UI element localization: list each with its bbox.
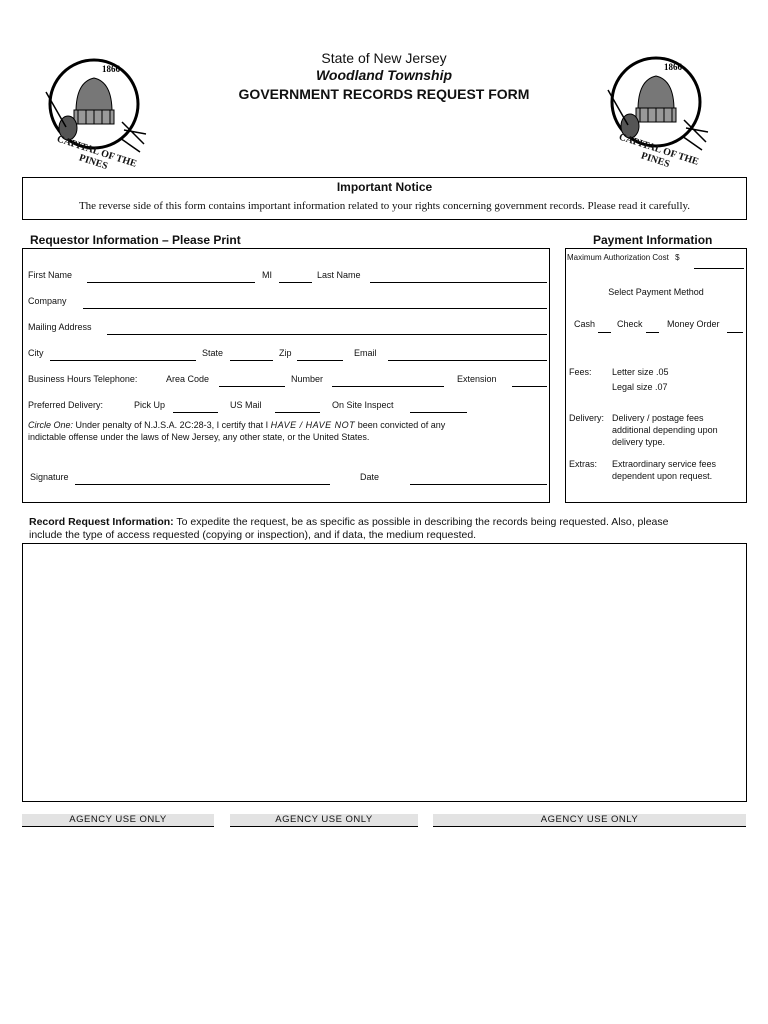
extension-label: Extension [457,374,497,384]
on-site-field[interactable] [410,412,467,413]
email-field[interactable] [388,360,547,361]
notice-title: Important Notice [336,180,433,194]
max-cost-label [567,253,680,262]
extras-text-1: Extraordinary service fees [612,459,717,469]
zip-label: Zip [279,348,292,358]
cash-field[interactable] [598,332,611,333]
payment-section-title: Payment Information [593,233,713,247]
seal-year-right: 1866 [664,62,682,72]
dollar-sign: $ [675,253,680,262]
check-label: Check [617,319,643,329]
seal-year-left: 1866 [102,64,120,74]
city-label: City [28,348,44,358]
certification-line-2: indictable offense under the laws of New Jersey, any other state, or the United States. [28,432,370,442]
us-mail-label: US Mail [230,400,262,410]
form-title: GOVERNMENT RECORDS REQUEST FORM [238,86,530,102]
extension-field[interactable] [512,386,547,387]
requestor-box [22,248,550,503]
max-cost-field[interactable] [694,268,744,269]
requestor-section-title: Requestor Information – Please Print [30,233,241,247]
last-name-field[interactable] [370,282,547,283]
have-have-not[interactable]: HAVE / HAVE NOT [270,420,356,430]
pick-up-label: Pick Up [134,400,166,410]
email-label: Email [354,348,377,358]
notice-box [22,177,747,220]
zip-field[interactable] [297,360,343,361]
company-label: Company [28,296,67,306]
pick-up-field[interactable] [173,412,218,413]
agency-use-only-3: AGENCY USE ONLY [433,814,746,827]
mailing-address-field[interactable] [107,334,547,335]
notice-text: The reverse side of this form contains important information related to your rights concerning government records. Please read it carefully. [78,200,691,212]
number-label: Number [291,374,324,384]
circle-one-label: Circle One: [28,420,74,430]
cash-label: Cash [574,319,596,329]
us-mail-field[interactable] [275,412,320,413]
fees-label: Fees: [569,367,592,377]
letter-size-fee: Letter size .05 [612,367,669,377]
on-site-label: On Site Inspect [332,400,394,410]
signature-label: Signature [30,472,69,482]
record-request-text-2: include the type of access requested (copying or inspection), and if data, the medium requested. [29,529,477,541]
agency-use-only-1: AGENCY USE ONLY [22,814,214,827]
select-payment-method: Select Payment Method [608,287,704,297]
certification-line-1 [28,420,445,430]
money-order-field[interactable] [727,332,743,333]
money-order-label: Money Order [667,319,720,329]
date-label: Date [360,472,380,482]
max-cost-text: Maximum Authorization Cost [567,253,669,262]
payment-box [565,248,747,503]
seal-motto-left: CAPITAL OF THE PINES [55,133,138,173]
mi-label: MI [262,270,272,280]
cert-text-1: Under penalty of N.J.S.A. 2C:28-3, I certify that I [75,420,269,430]
record-request-intro [29,516,749,542]
date-field[interactable] [410,484,547,485]
delivery-text-3: delivery type. [612,437,666,447]
number-field[interactable] [332,386,444,387]
check-field[interactable] [646,332,659,333]
city-field[interactable] [50,360,196,361]
mailing-address-label: Mailing Address [28,322,92,332]
state-name: State of New Jersey [321,50,447,66]
record-request-textarea[interactable] [22,543,747,802]
business-phone-label: Business Hours Telephone: [28,374,138,384]
township-name: Woodland Township [315,67,453,83]
record-request-text-1: To expedite the request, be as specific as possible in describing the records being requested. Also, please [176,516,669,528]
legal-size-fee: Legal size .07 [612,382,668,392]
last-name-label: Last Name [317,270,361,280]
agency-use-only-2: AGENCY USE ONLY [230,814,418,827]
first-name-field[interactable] [87,282,255,283]
company-field[interactable] [83,308,547,309]
record-request-title: Record Request Information: [29,516,174,528]
area-code-label: Area Code [166,374,210,384]
first-name-label: First Name [28,270,73,280]
state-label: State [202,348,224,358]
delivery-text-2: additional depending upon [612,425,718,435]
delivery-text-1: Delivery / postage fees [612,413,704,423]
state-field[interactable] [230,360,273,361]
delivery-label: Delivery: [569,413,605,423]
extras-text-2: dependent upon request. [612,471,713,481]
seal-motto-right: CAPITAL OF THE PINES [617,131,700,171]
signature-field[interactable] [75,484,330,485]
preferred-delivery-label: Preferred Delivery: [28,400,104,410]
mi-field[interactable] [279,282,312,283]
extras-label: Extras: [569,459,598,469]
cert-text-2: been convicted of any [357,420,446,430]
area-code-field[interactable] [219,386,285,387]
